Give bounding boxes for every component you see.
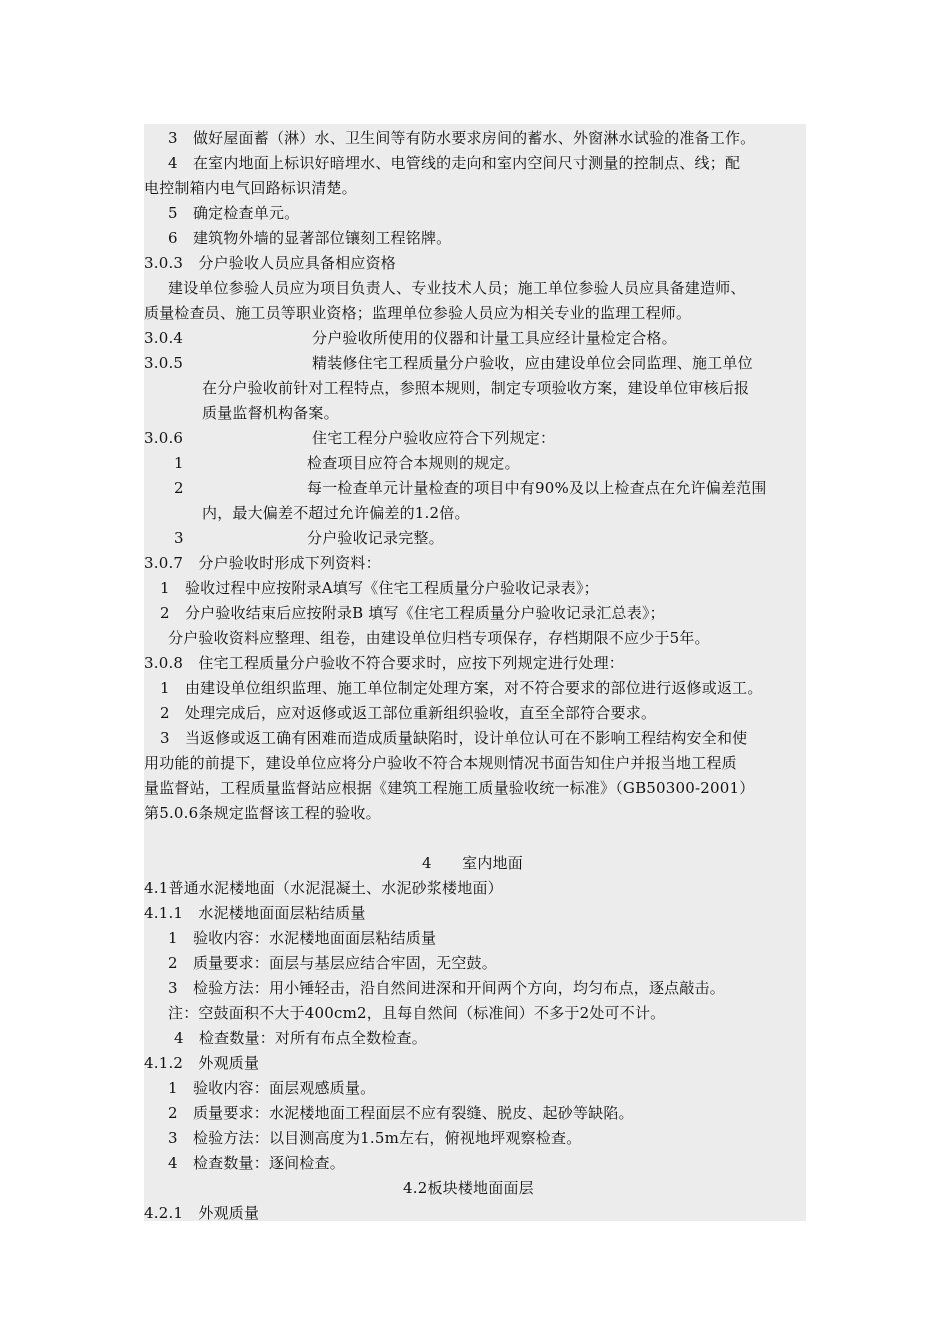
text-line: 1 验收内容：面层观感质量。 (168, 1079, 376, 1097)
text-line: 用功能的前提下，建设单位应将分户验收不符合本规则情况书面告知住户并报当地工程质 (144, 754, 737, 772)
text-line: 量监督站，工程质量监督站应根据《建筑工程施工质量验收统一标准》（GB50300-2001） (144, 779, 755, 797)
text-line: 3 做好屋面蓄（淋）水、卫生间等有防水要求房间的蓄水、外窗淋水试验的准备工作。 (168, 129, 756, 147)
text-line: 建设单位参验人员应为项目负责人、专业技术人员；施工单位参验人员应具备建造师、 (168, 279, 746, 297)
text-line: 2 质量要求：面层与基层应结合牢固，无空鼓。 (168, 954, 497, 972)
list-number: 3 (174, 529, 184, 547)
text-line: 住宅工程分户验收应符合下列规定： (312, 429, 556, 447)
text-line: 6 建筑物外墙的显著部位镶刻工程铭牌。 (168, 229, 452, 247)
section-heading: 4.1普通水泥楼地面（水泥混凝土、水泥砂浆楼地面） (144, 879, 503, 897)
text-line: 每一检查单元计量检查的项目中有90%及以上检查点在允许偏差范围 (307, 479, 767, 497)
text-line: 质量监督机构备案。 (202, 404, 339, 422)
text-line: 4 在室内地面上标识好暗埋水、电管线的走向和室内空间尺寸测量的控制点、线；配 (168, 154, 741, 172)
text-line: 1 验收过程中应按附录A填写《住宅工程质量分户验收记录表》； (160, 579, 599, 597)
text-line: 精装修住宅工程质量分户验收，应由建设单位会同监理、施工单位 (312, 354, 753, 372)
list-number: 2 (174, 479, 184, 497)
section-heading: 4.2.1 外观质量 (144, 1204, 260, 1222)
text-line: 4 检查数量：对所有布点全数检查。 (174, 1029, 427, 1047)
section-title: 4.2板块楼地面面层 (403, 1179, 534, 1197)
note-line: 注：空鼓面积不大于400cm2，且每自然间（标准间）不多于2处可不计。 (168, 1004, 666, 1022)
text-line: 在分户验收前针对工程特点，参照本规则，制定专项验收方案，建设单位审核后报 (202, 379, 750, 397)
text-line: 1 由建设单位组织监理、施工单位制定处理方案，对不符合要求的部位进行返修或返工。 (160, 679, 763, 697)
text-line: 1 验收内容：水泥楼地面面层粘结质量 (168, 929, 437, 947)
chapter-title: 4 室内地面 (422, 854, 523, 872)
text-line: 3 当返修或返工确有困难而造成质量缺陷时，设计单位认可在不影响工程结构安全和使 (160, 729, 748, 747)
section-number: 3.0.4 (144, 329, 184, 347)
text-line: 3 检验方法：用小锤轻击，沿自然间进深和开间两个方向，均匀布点，逐点敲击。 (168, 979, 725, 997)
text-line: 分户验收记录完整。 (307, 529, 444, 547)
section-number: 3.0.6 (144, 429, 184, 447)
section-heading: 3.0.7 分户验收时形成下列资料： (144, 554, 381, 572)
text-line: 2 质量要求：水泥楼地面工程面层不应有裂缝、脱皮、起砂等缺陷。 (168, 1104, 634, 1122)
text-line: 检查项目应符合本规则的规定。 (307, 454, 520, 472)
text-line: 4 检查数量：逐间检查。 (168, 1154, 345, 1172)
section-heading: 4.1.1 水泥楼地面面层粘结质量 (144, 904, 366, 922)
text-line: 内，最大偏差不超过允许偏差的1.2倍。 (202, 504, 470, 522)
section-heading: 4.1.2 外观质量 (144, 1054, 260, 1072)
section-heading: 3.0.8 住宅工程质量分户验收不符合要求时，应按下列规定进行处理： (144, 654, 624, 672)
section-number: 3.0.5 (144, 354, 184, 372)
text-line: 2 处理完成后，应对返修或返工部位重新组织验收，直至全部符合要求。 (160, 704, 657, 722)
section-heading: 3.0.3 分户验收人员应具备相应资格 (144, 254, 396, 272)
text-line: 3 检验方法：以目测高度为1.5m左右，俯视地坪观察检查。 (168, 1129, 582, 1147)
text-line: 分户验收所使用的仪器和计量工具应经计量检定合格。 (312, 329, 677, 347)
text-line: 2 分户验收结束后应按附录B 填写《住宅工程质量分户验收记录汇总表》； (160, 604, 665, 622)
text-line: 5 确定检查单元。 (168, 204, 300, 222)
list-number: 1 (174, 454, 184, 472)
text-line: 第5.0.6条规定监督该工程的验收。 (144, 804, 381, 822)
text-line: 质量检查员、施工员等职业资格；监理单位参验人员应为相关专业的监理工程师。 (144, 304, 692, 322)
text-line: 电控制箱内电气回路标识清楚。 (144, 179, 357, 197)
text-line: 分户验收资料应整理、组卷，由建设单位归档专项保存，存档期限不应少于5年。 (168, 629, 710, 647)
